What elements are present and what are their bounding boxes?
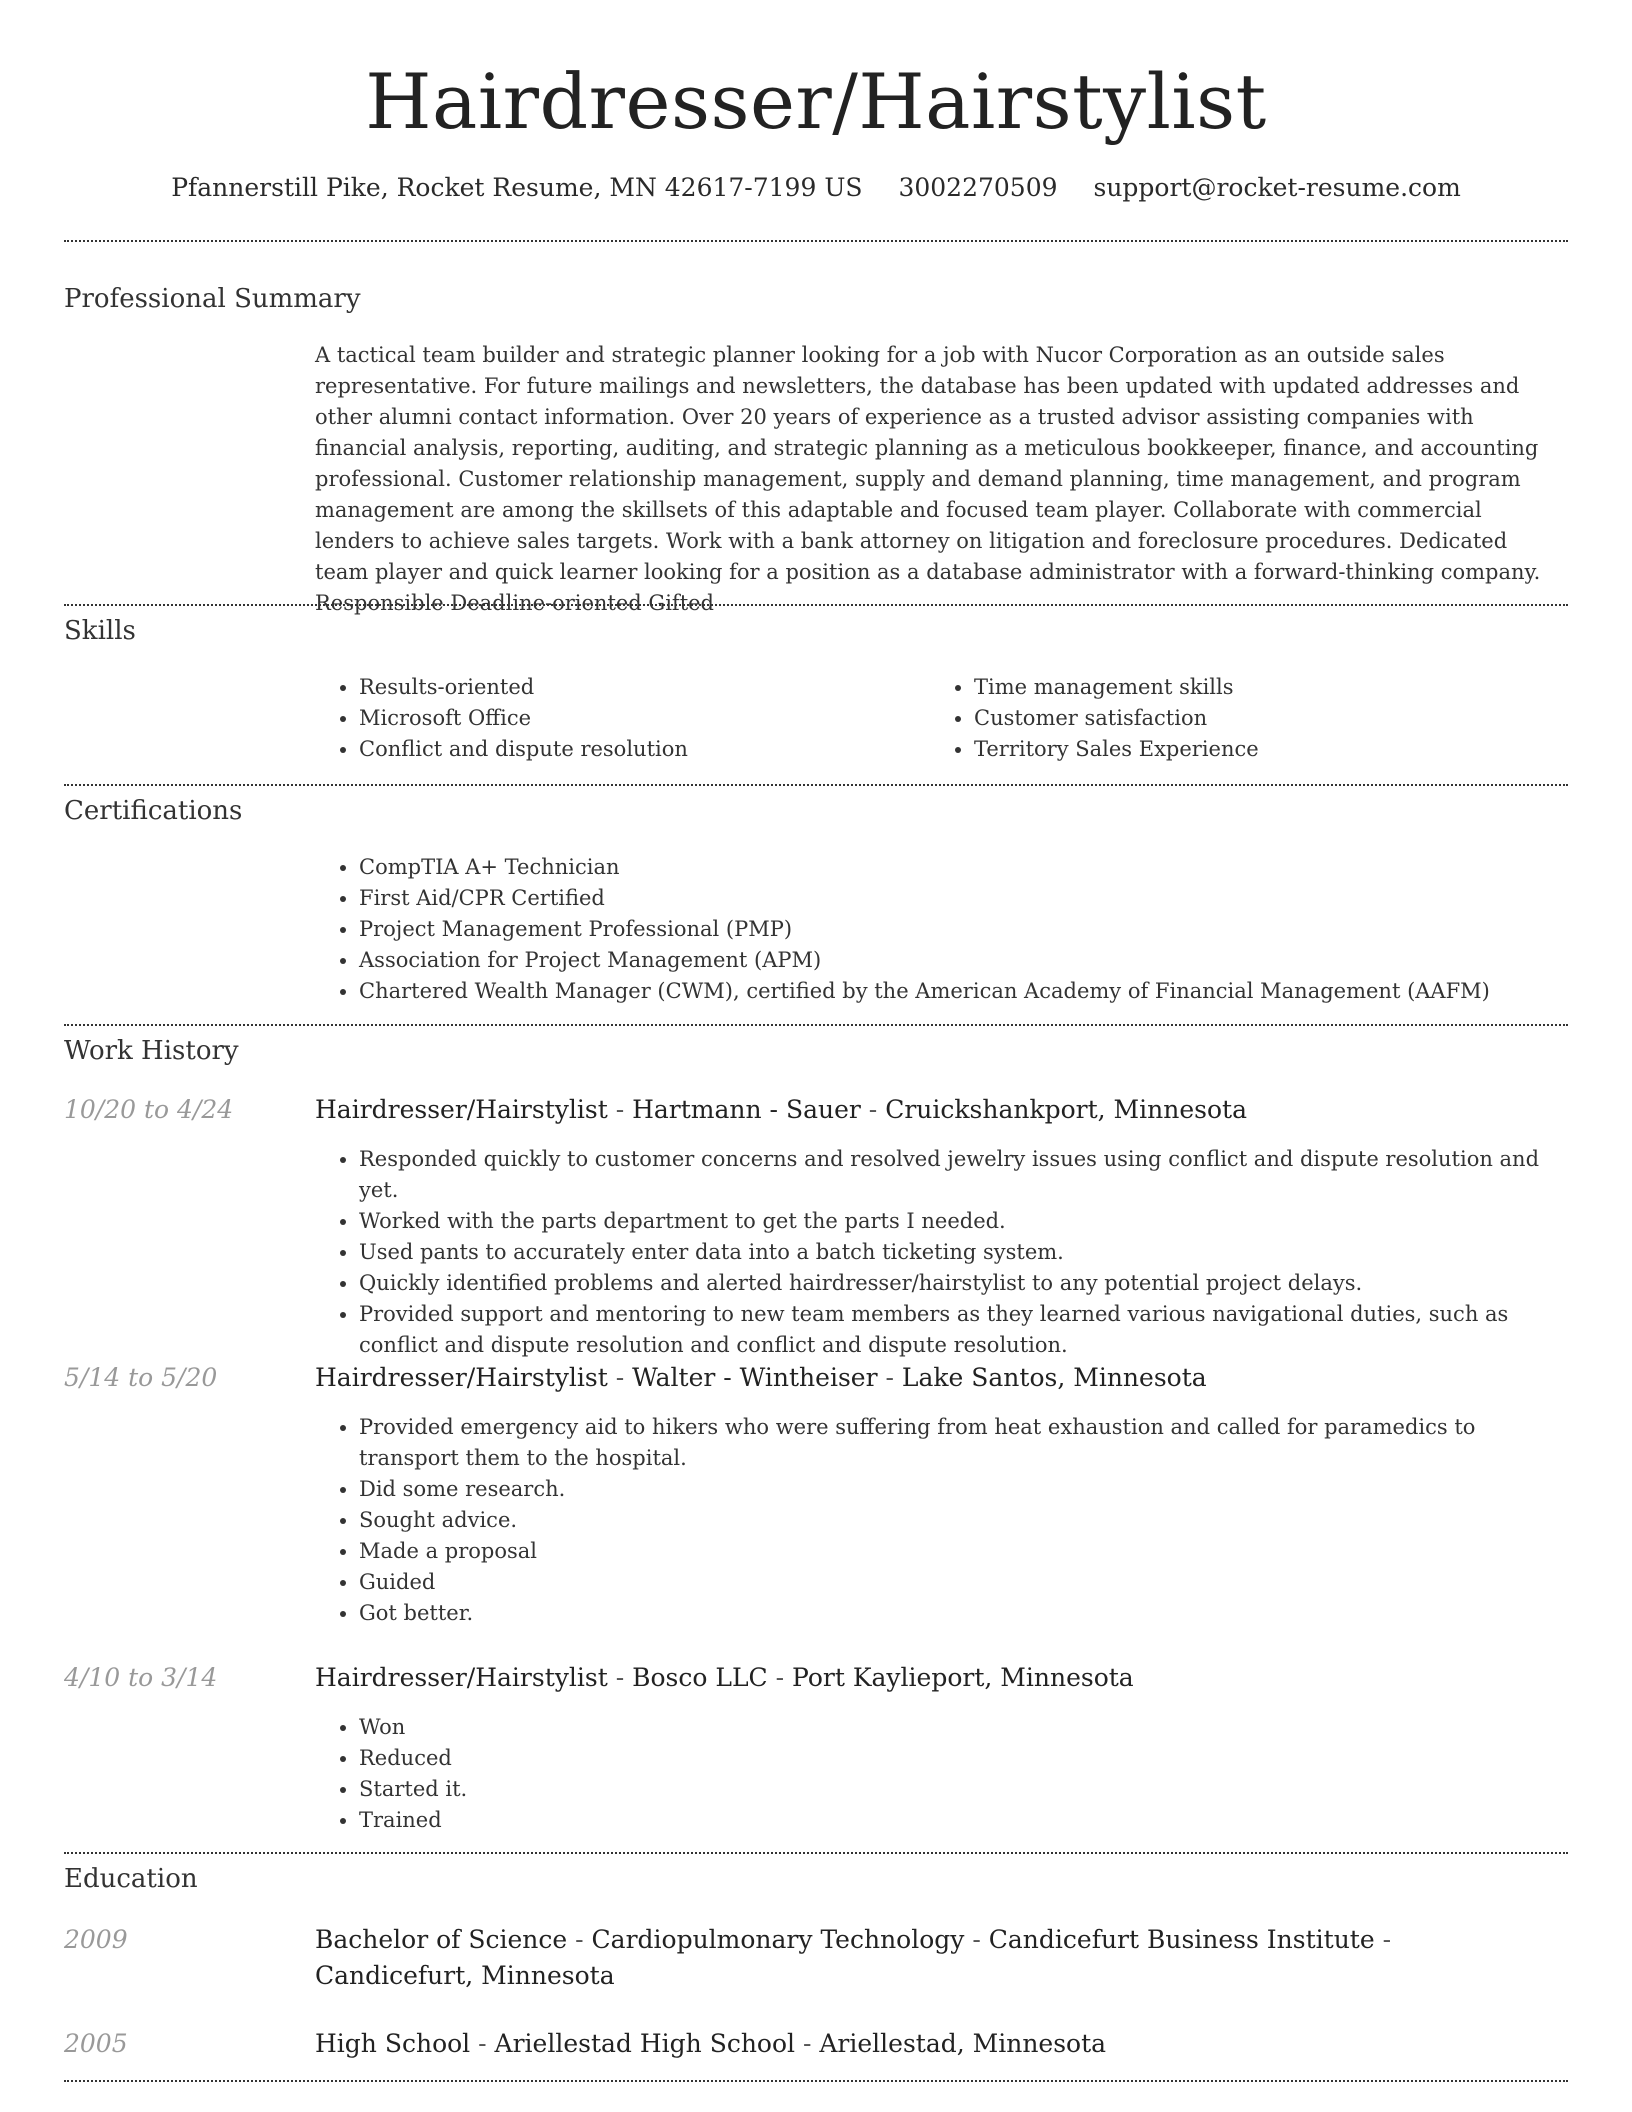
contact-line: [0, 170, 1632, 206]
list-item: • Microsoft Office: [359, 703, 919, 734]
education-field: Cardiopulmonary Technology: [591, 1925, 965, 1954]
job-dates: 4/10 to 3/14: [64, 1663, 218, 1692]
contact-address: Pfannerstill Pike, Rocket Resume, MN 42617-7199 US: [171, 173, 863, 202]
job-role: Hairdresser/Hairstylist: [315, 1363, 608, 1392]
list-item: • Worked with the parts department to get the parts I needed.: [359, 1206, 1579, 1237]
education-year: 2009: [64, 1925, 128, 1954]
job-location: Port Kaylieport, Minnesota: [792, 1663, 1134, 1692]
job-title: Hairdresser/Hairstylist - Bosco LLC - Port Kaylieport, Minnesota: [315, 1663, 1134, 1692]
section-title-education: Education: [64, 1864, 198, 1894]
job-location: Cruickshankport, Minnesota: [885, 1095, 1247, 1124]
skills-list-left: [315, 672, 919, 765]
list-item: • CompTIA A+ Technician: [359, 852, 1559, 883]
job-company: Bosco LLC: [632, 1663, 768, 1692]
contact-email: support@rocket-resume.com: [1093, 173, 1461, 202]
list-item: • First Aid/CPR Certified: [359, 883, 1559, 914]
contact-phone: 3002270509: [898, 173, 1058, 202]
job-bullets: [315, 1412, 1579, 1629]
job-location: Lake Santos, Minnesota: [901, 1363, 1207, 1392]
list-item: • Conflict and dispute resolution: [359, 734, 919, 765]
divider: [64, 1852, 1568, 1854]
job-bullets: [315, 1144, 1579, 1361]
divider: [64, 240, 1568, 242]
list-item: • Customer satisfaction: [974, 703, 1574, 734]
section-title-summary: Professional Summary: [64, 284, 361, 314]
divider: [64, 1024, 1568, 1026]
list-item: • Results-oriented: [359, 672, 919, 703]
list-item: • Used pants to accurately enter data into a batch ticketing system.: [359, 1237, 1579, 1268]
list-item: • Responded quickly to customer concerns and resolved jewelry issues using conflict and dispute resolution and yet.: [359, 1144, 1579, 1206]
divider: [64, 784, 1568, 786]
section-title-work: Work History: [64, 1036, 239, 1066]
list-item: • Started it.: [359, 1774, 1579, 1805]
job-company: Walter - Wintheiser: [632, 1363, 878, 1392]
job-bullets: [315, 1712, 1579, 1836]
list-item: • Sought advice.: [359, 1505, 1579, 1536]
education-location: Ariellestad, Minnesota: [819, 2029, 1107, 2058]
list-item: • Quickly identified problems and alerted hairdresser/hairstylist to any potential project delays.: [359, 1268, 1579, 1299]
candidate-name: Hairdresser/Hairstylist: [365, 57, 1267, 146]
list-item: • Time management skills: [974, 672, 1574, 703]
education-entry: Bachelor of Science - Cardiopulmonary Technology - Candicefurt Business Institute - Candicefurt, Minnesota: [315, 1925, 1392, 1990]
list-item: • Project Management Professional (PMP): [359, 914, 1559, 945]
list-item: • Chartered Wealth Manager (CWM), certified by the American Academy of Financial Management (AAFM): [359, 976, 1559, 1007]
job-dates: 10/20 to 4/24: [64, 1095, 234, 1124]
education-school: Candicefurt Business Institute: [988, 1925, 1375, 1954]
list-item: • Provided support and mentoring to new team members as they learned various navigational duties, such as conflict and dispute resolution and conflict and dispute resolution.: [359, 1299, 1579, 1361]
list-item: • Won: [359, 1712, 1579, 1743]
summary-text: A tactical team builder and strategic planner looking for a job with Nucor Corporation as an outside sales representative. For future mailings and newsletters, the database has been updated with updated addresses and other alumni contact information. Over 20 years of experience as a trusted advisor assisting companies with financial analysis, reporting, auditing, and strategic planning as a meticulous bookkeeper, finance, and accounting professional. Customer relationship management, supply and demand planning, time management, and program management are among the skillsets of this adaptable and focused team player. Collaborate with commercial lenders to achieve sales targets. Work with a bank attorney on litigation and foreclosure procedures. Dedicated team player and quick learner looking for a position as a database administrator with a forward-thinking company. Responsible Deadline-oriented Gifted: [315, 343, 1541, 615]
job-company: Hartmann - Sauer: [632, 1095, 861, 1124]
education-year: 2005: [64, 2029, 128, 2058]
education-degree: Bachelor of Science: [315, 1925, 568, 1954]
job-dates: 5/14 to 5/20: [64, 1363, 218, 1392]
list-item: • Territory Sales Experience: [974, 734, 1574, 765]
job-role: Hairdresser/Hairstylist: [315, 1095, 608, 1124]
job-title: Hairdresser/Hairstylist - Hartmann - Sauer - Cruickshankport, Minnesota: [315, 1095, 1247, 1124]
section-title-certifications: Certifications: [64, 796, 243, 826]
education-degree: High School: [315, 2029, 471, 2058]
divider: [64, 604, 1568, 606]
divider: [64, 2080, 1568, 2082]
education-location: Candicefurt, Minnesota: [315, 1961, 615, 1990]
job-role: Hairdresser/Hairstylist: [315, 1663, 608, 1692]
list-item: • Made a proposal: [359, 1536, 1579, 1567]
list-item: • Provided emergency aid to hikers who were suffering from heat exhaustion and called for paramedics to transport them to the hospital.: [359, 1412, 1579, 1474]
skills-list-right: [930, 672, 1574, 765]
job-title: Hairdresser/Hairstylist - Walter - Wintheiser - Lake Santos, Minnesota: [315, 1363, 1207, 1392]
education-entry: High School - Ariellestad High School - Ariellestad, Minnesota: [315, 2029, 1107, 2058]
list-item: • Trained: [359, 1805, 1579, 1836]
list-item: • Did some research.: [359, 1474, 1579, 1505]
list-item: • Reduced: [359, 1743, 1579, 1774]
certifications-list: [315, 852, 1559, 1007]
list-item: • Association for Project Management (APM): [359, 945, 1559, 976]
list-item: • Got better.: [359, 1598, 1579, 1629]
section-title-skills: Skills: [64, 616, 136, 646]
education-school: Ariellestad High School: [494, 2029, 796, 2058]
list-item: • Guided: [359, 1567, 1579, 1598]
